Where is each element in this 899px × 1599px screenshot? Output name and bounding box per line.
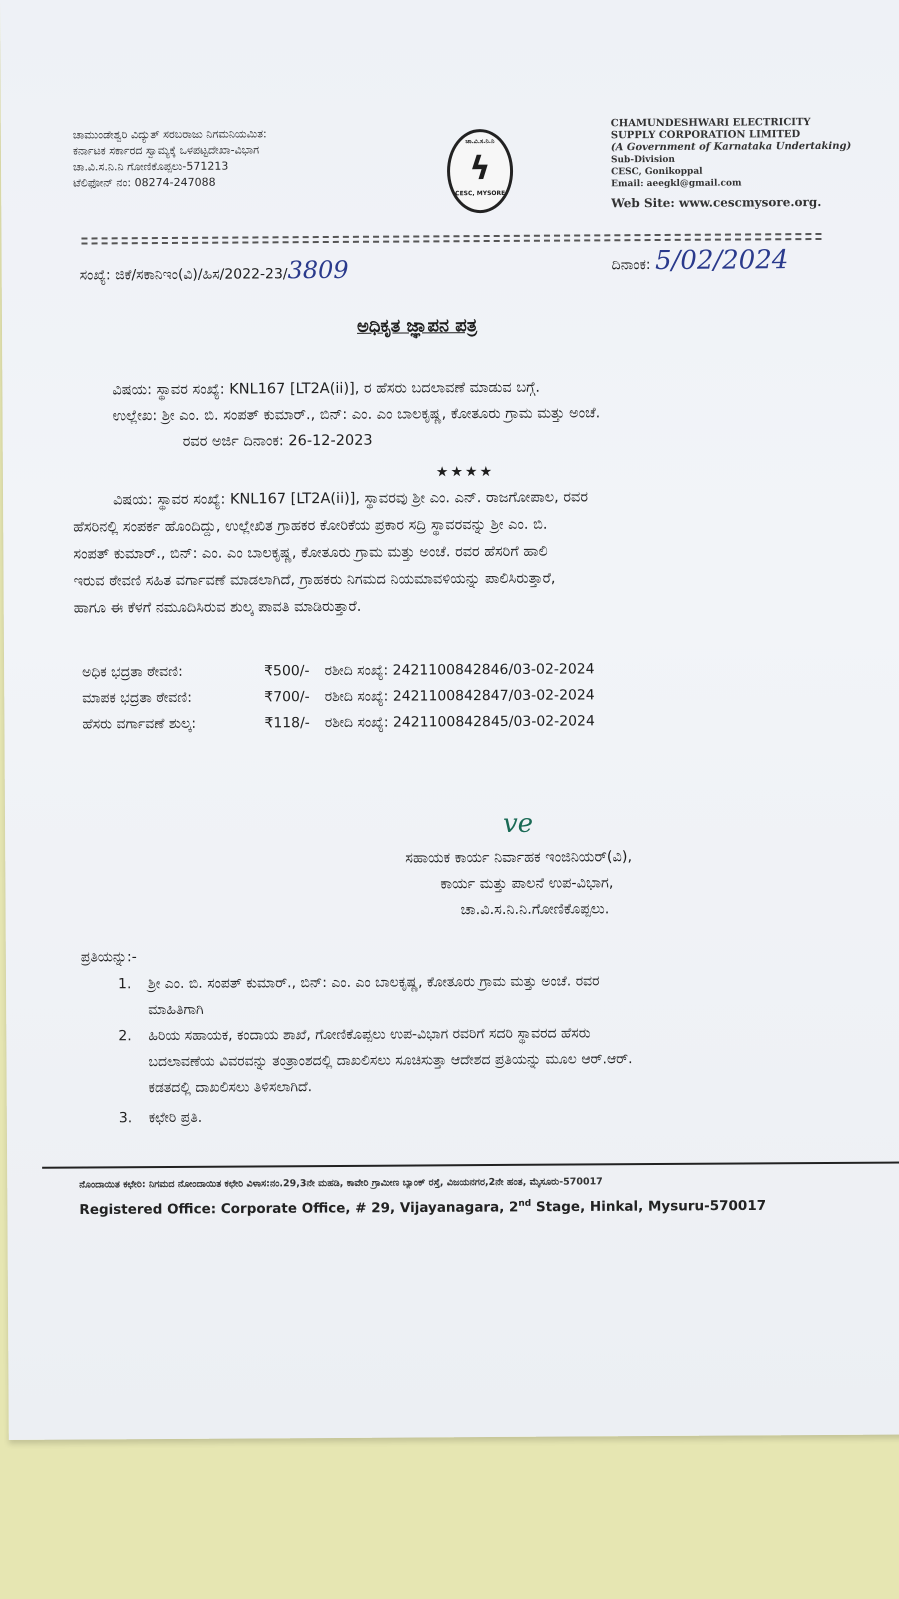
lightning-icon: ϟ: [469, 149, 491, 188]
footer-en-sup: nd: [518, 1198, 532, 1209]
payment-receipt: ರಶೀದಿ ಸಂಖ್ಯೆ: 2421100842846/03-02-2024: [324, 661, 595, 680]
logo-bottom-text: CESC, MYSORE: [455, 189, 506, 198]
payment-list: [82, 655, 782, 737]
payment-receipt: ರಶೀದಿ ಸಂಖ್ಯೆ: 2421100842847/03-02-2024: [324, 687, 595, 706]
letter-date: [612, 245, 852, 276]
payment-receipt: ರಶೀದಿ ಸಂಖ್ಯೆ: 2421100842845/03-02-2024: [324, 713, 595, 732]
footer-en-post: Stage, Hinkal, Mysuru-570017: [531, 1197, 767, 1216]
payment-label: ಹೆಸರು ವರ್ಗಾವಣೆ ಶುಲ್ಕ:: [82, 715, 197, 733]
payment-label: ಮಾಪಕ ಭದ್ರತಾ ಠೇವಣಿ:: [82, 689, 192, 707]
payment-amount: ₹118/-: [264, 715, 310, 732]
subject-line: ವಿಷಯ: ಸ್ಥಾವರ ಸಂಖ್ಯೆ: KNL167 [LT2A(ii)], ರ ಹೆಸರು ಬದಲಾವಣೆ ಮಾಡುವ ಬಗ್ಗೆ.: [112, 379, 541, 399]
copy-item: [119, 1101, 899, 1132]
website-line: Web Site: www.cescmysore.org.: [611, 194, 822, 211]
footer-english-address: [79, 1197, 839, 1218]
copy-item-line: ಬದಲಾವಣೆಯ ವಿವರವನ್ನು ತಂತ್ರಾಂಶದಲ್ಲಿ ದಾಖಲಿಸಲು ಸೂಚಿಸುತ್ತಾ ಆದೇಶದ ಪ್ರತಿಯನ್ನು ಮೂಲ ಆರ್.ಆರ್.: [148, 1051, 633, 1071]
footer-en-pre: Registered Office: Corporate Office, # 29, Vijayanagara, 2: [79, 1199, 519, 1219]
en-org-line-4: Sub-Division: [610, 154, 676, 166]
kn-org-line-4: ಟೆಲಿಫೋನ್ ನಂ: 08274-247088: [73, 175, 216, 190]
body-line: ಹೆಸರಿನಲ್ಲಿ ಸಂಪರ್ಕ ಹೊಂದಿದ್ದು, ಉಲ್ಲೇಖಿತ ಗ್ರಾಹಕರ ಕೋರಿಕೆಯ ಪ್ರಕಾರ ಸದ್ರಿ ಸ್ಥಾವರವನ್ನು ಶ್ರೀ ಎಂ. ಬಿ.: [73, 516, 548, 536]
application-date-line: ರವರ ಅರ್ಜಿ ದಿನಾಂಕ: 26-12-2023: [182, 432, 373, 450]
reference-number-label: ಸಂಖ್ಯೆ: ಜಿಕೆ/ಸಕಾನಿಇಂ(ವಿ)/ಹಿಸ/2022-23/: [79, 266, 288, 284]
payment-label: ಅಧಿಕ ಭದ್ರತಾ ಠೇವಣಿ:: [82, 663, 183, 681]
body-paragraph: [73, 483, 889, 623]
body-line: ಸಂಪತ್ ಕುಮಾರ್., ಬಿನ್: ಎಂ. ಎಂ ಬಾಲಕೃಷ್ಣ, ಕೋತೂರು ಗ್ರಾಮ ಮತ್ತು ಅಂಚೆ. ರವರ ಹೆಸರಿಗೆ ಹಾಲಿ: [73, 543, 548, 563]
kn-org-line-1: ಚಾಮುಂಡೇಶ್ವರಿ ವಿದ್ಯುತ್ ಸರಬರಾಜು ನಿಗಮನಿಯಮಿತ:: [72, 127, 267, 142]
body-line: ಹಾಗೂ ಈ ಕೆಳಗೆ ನಮೂದಿಸಿರುವ ಶುಲ್ಕ ಪಾವತಿ ಮಾಡಿರುತ್ತಾರೆ.: [73, 598, 362, 617]
copy-item-line: ಶ್ರೀ ಎಂ. ಬಿ. ಸಂಪತ್ ಕುಮಾರ್., ಬಿನ್: ಎಂ. ಎಂ ಬಾಲಕೃಷ್ಣ, ಕೋತೂರು ಗ್ರಾಮ ಮತ್ತು ಅಂಚೆ. ರವರ: [147, 973, 600, 993]
en-org-line-2: SUPPLY CORPORATION LIMITED: [610, 129, 801, 142]
copy-item-line: ಮಾಹಿತಿಗಾಗಿ: [148, 1001, 204, 1019]
reference-number: [80, 255, 500, 286]
signatory-org: ಚಾ.ವಿ.ಸ.ನಿ.ನಿ.ಗೋಣಿಕೊಪ್ಪಲು.: [460, 901, 610, 919]
copies-label: ಪ್ರತಿಯನ್ನು:-: [80, 949, 137, 966]
header-rule-bottom: [81, 238, 821, 245]
copy-item-line: ಕಡತದಲ್ಲಿ ದಾಖಲಿಸಲು ತಿಳಿಸಲಾಗಿದೆ.: [148, 1079, 313, 1097]
email-line: Email: aeegkl@gmail.com: [611, 178, 742, 190]
logo-top-text: ಚಾ.ವಿ.ಸ.ನಿ.ನಿ: [465, 137, 495, 146]
payment-amount: ₹700/-: [264, 689, 310, 706]
signatory-office: ಕಾರ್ಯ ಮತ್ತು ಪಾಲನೆ ಉಪ-ವಿಭಾಗ,: [440, 875, 614, 893]
copy-item-number: 1.: [117, 976, 132, 993]
kn-org-line-2: ಕರ್ನಾಟಕ ಸರ್ಕಾರದ ಸ್ವಾಮ್ಯಕ್ಕೆ ಒಳಪಟ್ಟದೇಖಾ-ವಿಭಾಗ: [72, 143, 260, 158]
copy-item-number: 3.: [118, 1110, 133, 1127]
copy-item-line: ಹಿರಿಯ ಸಹಾಯಕ, ಕಂದಾಯ ಶಾಖೆ, ಗೋಣಿಕೊಪ್ಪಲು ಉಪ-ವಿಭಾಗ ರವರಿಗೆ ಸದರಿ ಸ್ಥಾವರದ ಹೆಸರು: [148, 1025, 591, 1045]
en-org-line-3: (A Government of Karnataka Undertaking): [610, 140, 852, 154]
english-org-header: [611, 117, 882, 211]
subject-block: [112, 373, 882, 456]
copy-item-line: ಕಛೇರಿ ಪ್ರತಿ.: [148, 1109, 203, 1127]
en-org-line-5: CESC, Gonikoppal: [611, 166, 703, 178]
signature-mark: ve: [502, 808, 534, 839]
payment-row: [82, 707, 782, 737]
en-org-line-1: CHAMUNDESHWARI ELECTRICITY: [610, 117, 811, 130]
copy-item: [118, 1019, 898, 1102]
date-label: ದಿನಾಂಕ:: [611, 257, 651, 274]
kannada-org-header: [73, 126, 403, 192]
copy-item: [118, 967, 898, 1024]
signatory-designation: ಸಹಾಯಕ ಕಾರ್ಯ ನಿರ್ವಾಹಕ ಇಂಜಿನಿಯರ್(ವಿ),: [405, 849, 633, 867]
cesc-logo: [447, 129, 514, 213]
document-title: ಅಧಿಕೃತ ಜ್ಞಾಪನ ಪತ್ರ: [356, 315, 478, 337]
date-handwritten: 5/02/2024: [654, 245, 789, 277]
copies-list: [118, 967, 899, 1132]
kn-org-line-3: ಚಾ.ವಿ.ಸ.ನಿ.ನಿ ಗೋಣಿಕೊಪ್ಪಲು-571213: [72, 159, 229, 174]
footer-kannada-address: ನೊಂದಾಯಿತ ಕಛೇರಿ: ನಿಗಮದ ನೋಂದಾಯಿತ ಕಛೇರಿ ವಿಳಾಸ:ನಂ.29,3ನೇ ಮಹಡಿ, ಕಾವೇರಿ ಗ್ರಾಮೀಣ ಬ್ಯಾಂಕ್ ರಸ್ತೆ, ವಿಜಯನಗರ,2ನೇ ಹಂತ, ಮೈಸೂರು-570017: [79, 1176, 603, 1191]
signatory-block: [405, 843, 825, 924]
footer-rule: [42, 1162, 899, 1169]
payment-amount: ₹500/-: [264, 663, 310, 680]
body-line: ಇರುವ ಠೇವಣಿ ಸಹಿತ ವರ್ಗಾವಣೆ ಮಾಡಲಾಗಿದೆ, ಗ್ರಾಹಕರು ನಿಗಮದ ನಿಯಮಾವಳಿಯನ್ನು ಪಾಲಿಸಿರುತ್ತಾರೆ,: [73, 570, 556, 590]
body-line: ವಿಷಯ: ಸ್ಥಾವರ ಸಂಖ್ಯೆ: KNL167 [LT2A(ii)], ಸ್ಥಾವರವು ಶ್ರೀ ಎಂ. ಎನ್. ರಾಜಗೋಪಾಲ, ರವರ: [113, 489, 589, 509]
reference-line: ಉಲ್ಲೇಖ: ಶ್ರೀ ಎಂ. ಬಿ. ಸಂಪತ್ ಕುಮಾರ್., ಬಿನ್: ಎಂ. ಎಂ ಬಾಲಕೃಷ್ಣ, ಕೋತೂರು ಗ್ರಾಮ ಮತ್ತು ಅಂಚೆ.: [112, 405, 601, 425]
copy-item-number: 2.: [118, 1028, 132, 1045]
separator-stars: ★★★★: [435, 463, 495, 481]
reference-number-handwritten: 3809: [287, 255, 349, 285]
